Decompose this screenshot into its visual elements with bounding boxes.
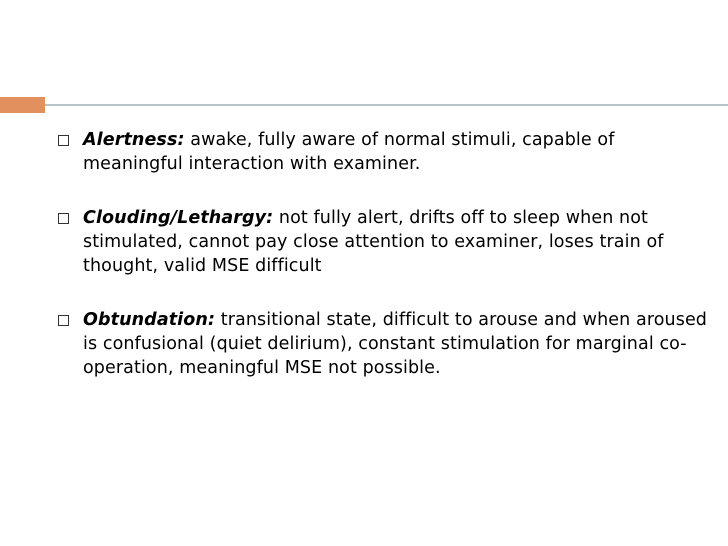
bullet-term: Alertness: [83, 130, 185, 150]
bullet-term: Obtundation: [83, 310, 216, 330]
bullet-text: not fully alert, drifts off to sleep when not stimulated, cannot pay close attention to examiner, loses train of thought, valid MSE difficult [83, 208, 664, 276]
bullet-clouding-lethargy [56, 206, 716, 278]
square-bullet-icon [58, 315, 69, 326]
bullet-term: Clouding/Lethargy: [83, 208, 274, 228]
accent-block [0, 97, 45, 113]
bullet-text: awake, fully aware of normal stimuli, capable of meaningful interaction with examiner. [83, 130, 615, 174]
bullet-obtundation [56, 308, 716, 380]
bullet-text: transitional state, difficult to arouse and when aroused is confusional (quiet delirium), constant stimulation for marginal co-operation, meaningful MSE not possible. [83, 310, 708, 378]
bullet-list [56, 128, 716, 380]
title-divider [45, 104, 728, 106]
square-bullet-icon [58, 135, 69, 146]
bullet-alertness [56, 128, 716, 176]
square-bullet-icon [58, 213, 69, 224]
